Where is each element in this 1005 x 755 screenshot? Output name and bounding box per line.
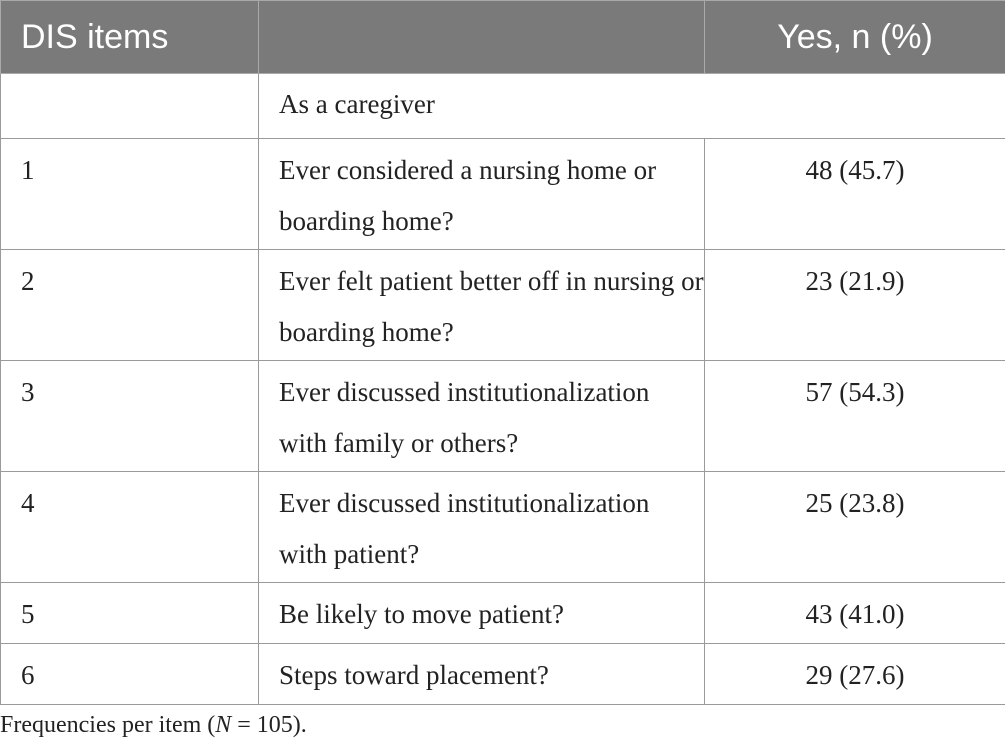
section-label: As a caregiver (259, 74, 1005, 139)
row-value: 25 (23.8) (705, 472, 1005, 583)
row-item: Steps toward placement? (259, 644, 705, 705)
row-number: 1 (1, 139, 259, 250)
row-value: 57 (54.3) (705, 361, 1005, 472)
footnote-prefix: Frequencies per item ( (0, 712, 216, 738)
header-dis-items: DIS items (1, 1, 259, 74)
header-yes-n-percent: Yes, n (%) (705, 1, 1005, 74)
row-item: Ever felt patient better off in nursing or boarding home? (259, 250, 705, 361)
row-item: Ever considered a nursing home or boarding home? (259, 139, 705, 250)
footnote-variable: N (215, 712, 232, 738)
row-number: 4 (1, 472, 259, 583)
table-header-row (1, 1, 1005, 74)
table-row (1, 583, 1005, 644)
table-row (1, 361, 1005, 472)
row-number: 3 (1, 361, 259, 472)
section-row (1, 74, 1005, 139)
row-value: 23 (21.9) (705, 250, 1005, 361)
header-empty (259, 1, 705, 74)
row-value: 43 (41.0) (705, 583, 1005, 644)
table-row (1, 250, 1005, 361)
row-item: Ever discussed institutionalization with patient? (259, 472, 705, 583)
table-row (1, 644, 1005, 705)
row-number: 2 (1, 250, 259, 361)
table-footnote (0, 712, 307, 739)
table-row (1, 472, 1005, 583)
row-item: Ever discussed institutionalization with family or others? (259, 361, 705, 472)
row-number: 5 (1, 583, 259, 644)
row-value: 29 (27.6) (705, 644, 1005, 705)
section-empty-cell (1, 74, 259, 139)
row-value: 48 (45.7) (705, 139, 1005, 250)
table-row (1, 139, 1005, 250)
row-number: 6 (1, 644, 259, 705)
row-item: Be likely to move patient? (259, 583, 705, 644)
footnote-suffix: = 105). (231, 712, 307, 738)
